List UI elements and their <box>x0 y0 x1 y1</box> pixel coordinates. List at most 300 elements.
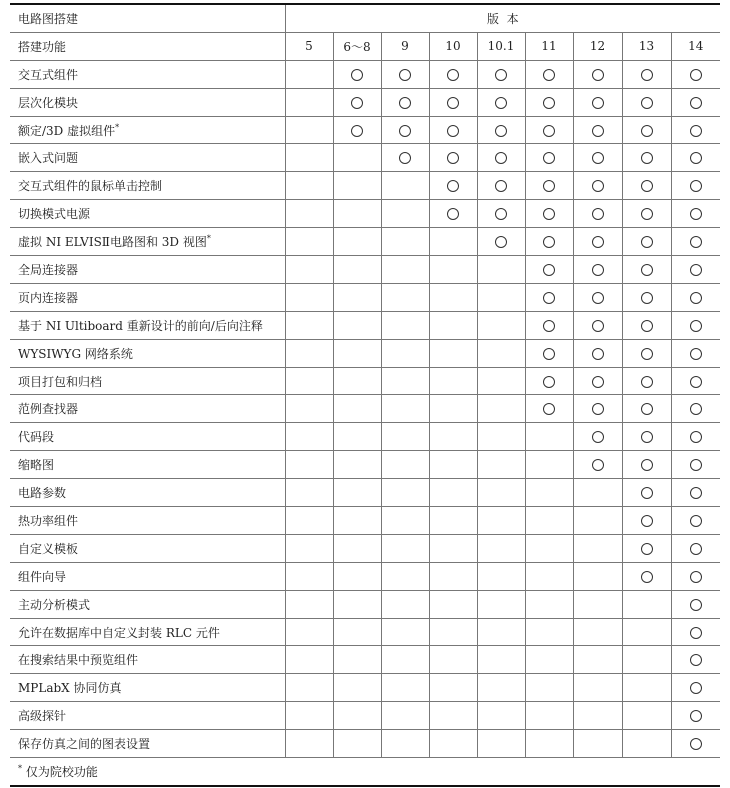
circle-icon <box>690 487 702 499</box>
version-cell <box>429 60 477 88</box>
circle-icon <box>543 348 555 360</box>
version-cell <box>381 590 429 618</box>
version-cell <box>477 256 525 284</box>
version-cell <box>525 646 573 674</box>
circle-icon <box>495 236 507 248</box>
version-cell <box>381 311 429 339</box>
circle-icon <box>592 125 604 137</box>
version-cell <box>381 339 429 367</box>
version-cell <box>622 590 671 618</box>
version-cell <box>429 283 477 311</box>
version-cell <box>573 534 622 562</box>
circle-icon <box>543 376 555 388</box>
circle-icon <box>690 682 702 694</box>
version-cell <box>525 228 573 256</box>
circle-icon <box>641 264 653 276</box>
feature-cell <box>10 172 285 200</box>
version-header-cell: 12 <box>573 32 622 60</box>
feature-cell <box>10 311 285 339</box>
feature-name: 范例查找器 <box>18 402 79 417</box>
version-cell <box>381 116 429 144</box>
circle-icon <box>641 208 653 220</box>
feature-name: 电路参数 <box>18 486 67 501</box>
circle-icon <box>543 320 555 332</box>
circle-icon <box>543 264 555 276</box>
table-row <box>10 395 720 423</box>
version-cell <box>285 228 333 256</box>
circle-icon <box>690 376 702 388</box>
feature-cell <box>10 451 285 479</box>
feature-cell <box>10 674 285 702</box>
feature-name: 在搜索结果中预览组件 <box>18 653 139 668</box>
table-row <box>10 88 720 116</box>
circle-icon <box>543 180 555 192</box>
circle-icon <box>641 459 653 471</box>
circle-icon <box>447 97 459 109</box>
version-cell <box>333 367 381 395</box>
circle-icon <box>641 403 653 415</box>
circle-icon <box>690 152 702 164</box>
version-cell <box>671 702 720 730</box>
version-header-cell: 6～8 <box>333 32 381 60</box>
version-cell <box>429 144 477 172</box>
version-cell <box>573 367 622 395</box>
version-cell <box>671 339 720 367</box>
footnote-row <box>10 758 720 786</box>
circle-icon <box>543 236 555 248</box>
circle-icon <box>543 69 555 81</box>
circle-icon <box>543 125 555 137</box>
version-cell <box>525 116 573 144</box>
version-cell <box>622 674 671 702</box>
version-cell <box>671 172 720 200</box>
version-cell <box>477 702 525 730</box>
version-cell <box>671 451 720 479</box>
version-cell <box>381 618 429 646</box>
circle-icon <box>592 403 604 415</box>
version-cell <box>381 228 429 256</box>
feature-cell <box>10 60 285 88</box>
feature-cell <box>10 144 285 172</box>
table-row <box>10 256 720 284</box>
circle-icon <box>690 69 702 81</box>
version-cell <box>477 451 525 479</box>
version-cell <box>429 479 477 507</box>
version-cell <box>285 562 333 590</box>
version-cell <box>622 395 671 423</box>
version-cell <box>671 200 720 228</box>
version-cell <box>671 534 720 562</box>
version-cell <box>573 256 622 284</box>
circle-icon <box>690 599 702 611</box>
version-cell <box>477 395 525 423</box>
version-cell <box>381 283 429 311</box>
version-cell <box>525 200 573 228</box>
version-cell <box>573 507 622 535</box>
version-cell <box>429 256 477 284</box>
version-cell <box>285 200 333 228</box>
feature-name: 交互式组件 <box>18 67 79 82</box>
version-cell <box>525 60 573 88</box>
version-cell <box>622 116 671 144</box>
circle-icon <box>399 69 411 81</box>
version-cell <box>333 283 381 311</box>
version-cell <box>333 618 381 646</box>
version-cell <box>573 423 622 451</box>
version-cell <box>285 507 333 535</box>
table-row <box>10 507 720 535</box>
feature-cell <box>10 507 285 535</box>
version-cell <box>671 395 720 423</box>
version-cell <box>622 423 671 451</box>
version-cell <box>381 534 429 562</box>
circle-icon <box>592 431 604 443</box>
version-cell <box>381 395 429 423</box>
circle-icon <box>543 208 555 220</box>
version-header-cell: 11 <box>525 32 573 60</box>
feature-cell <box>10 702 285 730</box>
version-cell <box>525 311 573 339</box>
version-cell <box>285 367 333 395</box>
feature-cell <box>10 590 285 618</box>
circle-icon <box>690 97 702 109</box>
circle-icon <box>690 236 702 248</box>
version-cell <box>333 590 381 618</box>
table-row <box>10 283 720 311</box>
version-cell <box>429 507 477 535</box>
feature-cell <box>10 88 285 116</box>
circle-icon <box>592 180 604 192</box>
circle-icon <box>641 515 653 527</box>
feature-name: 切换模式电源 <box>18 207 91 222</box>
version-cell <box>333 507 381 535</box>
table-row <box>10 423 720 451</box>
version-cell <box>381 674 429 702</box>
version-cell <box>622 88 671 116</box>
feature-cell <box>10 646 285 674</box>
version-cell <box>381 730 429 758</box>
version-cell <box>429 367 477 395</box>
version-cell <box>573 60 622 88</box>
feature-cell <box>10 423 285 451</box>
version-cell <box>573 590 622 618</box>
footnote-text: 仅为院校功能 <box>25 764 98 779</box>
version-cell <box>622 534 671 562</box>
table-row <box>10 116 720 144</box>
circle-icon <box>690 710 702 722</box>
feature-column-header: 搭建功能 <box>10 32 285 60</box>
version-cell <box>573 339 622 367</box>
version-cell <box>622 256 671 284</box>
version-cell <box>671 562 720 590</box>
circle-icon <box>592 152 604 164</box>
circle-icon <box>543 403 555 415</box>
version-cell <box>525 562 573 590</box>
circle-icon <box>641 180 653 192</box>
table-row <box>10 702 720 730</box>
version-cell <box>381 646 429 674</box>
version-cell <box>573 144 622 172</box>
version-cell <box>285 116 333 144</box>
circle-icon <box>641 236 653 248</box>
circle-icon <box>641 69 653 81</box>
circle-icon <box>641 431 653 443</box>
version-cell <box>381 423 429 451</box>
table-row <box>10 172 720 200</box>
feature-name: 页内连接器 <box>18 290 79 305</box>
feature-name: MPLabX 协同仿真 <box>18 681 122 696</box>
feature-cell <box>10 479 285 507</box>
version-cell <box>573 674 622 702</box>
table-row <box>10 730 720 758</box>
version-cell <box>333 395 381 423</box>
version-cell <box>285 256 333 284</box>
version-cell <box>573 116 622 144</box>
version-cell <box>525 88 573 116</box>
version-cell <box>622 702 671 730</box>
circle-icon <box>447 180 459 192</box>
version-cell <box>622 283 671 311</box>
version-cell <box>285 60 333 88</box>
category-label: 电路图搭建 <box>10 4 285 32</box>
feature-cell <box>10 116 285 144</box>
version-cell <box>671 618 720 646</box>
version-cell <box>429 451 477 479</box>
feature-name: 嵌入式问题 <box>18 151 79 166</box>
circle-icon <box>690 515 702 527</box>
circle-icon <box>690 459 702 471</box>
circle-icon <box>690 125 702 137</box>
version-cell <box>429 730 477 758</box>
version-cell <box>622 144 671 172</box>
feature-name: 组件向导 <box>18 569 67 584</box>
circle-icon <box>641 348 653 360</box>
feature-cell <box>10 534 285 562</box>
version-cell <box>671 646 720 674</box>
version-cell <box>622 172 671 200</box>
feature-name: 交互式组件的鼠标单击控制 <box>18 179 163 194</box>
feature-cell <box>10 618 285 646</box>
version-cell <box>573 479 622 507</box>
feature-cell <box>10 256 285 284</box>
circle-icon <box>495 152 507 164</box>
circle-icon <box>690 654 702 666</box>
version-cell <box>573 646 622 674</box>
version-cell <box>381 479 429 507</box>
footnote-marker: * <box>206 234 211 244</box>
version-cell <box>333 60 381 88</box>
version-cell <box>525 479 573 507</box>
version-cell <box>671 88 720 116</box>
version-cell <box>671 116 720 144</box>
circle-icon <box>690 208 702 220</box>
version-cell <box>429 590 477 618</box>
version-cell <box>477 283 525 311</box>
circle-icon <box>447 69 459 81</box>
circle-icon <box>495 180 507 192</box>
version-cell <box>525 395 573 423</box>
circle-icon <box>592 264 604 276</box>
circle-icon <box>690 403 702 415</box>
version-cell <box>671 507 720 535</box>
circle-icon <box>592 292 604 304</box>
circle-icon <box>351 69 363 81</box>
version-cell <box>671 311 720 339</box>
version-cell <box>477 618 525 646</box>
version-cell <box>285 590 333 618</box>
circle-icon <box>351 125 363 137</box>
circle-icon <box>641 376 653 388</box>
circle-icon <box>690 431 702 443</box>
circle-icon <box>690 543 702 555</box>
version-cell <box>333 562 381 590</box>
version-cell <box>333 228 381 256</box>
version-cell <box>671 228 720 256</box>
version-cell <box>285 423 333 451</box>
version-cell <box>333 423 381 451</box>
version-cell <box>525 534 573 562</box>
feature-name: 全局连接器 <box>18 262 79 277</box>
version-cell <box>381 507 429 535</box>
table-row <box>10 646 720 674</box>
feature-name: 虚拟 NI ELVISⅡ电路图和 3D 视图 <box>18 235 207 250</box>
version-cell <box>622 228 671 256</box>
header-row-versions <box>10 32 720 60</box>
feature-cell <box>10 339 285 367</box>
version-cell <box>285 702 333 730</box>
version-cell <box>333 646 381 674</box>
version-cell <box>285 534 333 562</box>
version-cell <box>333 200 381 228</box>
version-cell <box>477 423 525 451</box>
version-cell <box>285 144 333 172</box>
table-row <box>10 339 720 367</box>
circle-icon <box>495 208 507 220</box>
version-cell <box>525 590 573 618</box>
version-cell <box>671 283 720 311</box>
version-cell <box>477 172 525 200</box>
version-header-cell: 10.1 <box>477 32 525 60</box>
version-cell <box>333 339 381 367</box>
table-row <box>10 200 720 228</box>
circle-icon <box>447 125 459 137</box>
version-cell <box>285 646 333 674</box>
footnote <box>10 758 720 786</box>
version-cell <box>477 88 525 116</box>
circle-icon <box>592 348 604 360</box>
feature-cell <box>10 283 285 311</box>
version-cell <box>671 479 720 507</box>
version-cell <box>477 144 525 172</box>
version-cell <box>671 423 720 451</box>
version-cell <box>333 88 381 116</box>
version-cell <box>381 172 429 200</box>
version-cell <box>381 702 429 730</box>
circle-icon <box>690 264 702 276</box>
feature-cell <box>10 730 285 758</box>
table-row <box>10 311 720 339</box>
version-cell <box>429 674 477 702</box>
version-cell <box>429 172 477 200</box>
circle-icon <box>592 236 604 248</box>
version-cell <box>525 283 573 311</box>
circle-icon <box>690 180 702 192</box>
circle-icon <box>690 292 702 304</box>
table-row <box>10 367 720 395</box>
version-cell <box>381 562 429 590</box>
version-cell <box>333 479 381 507</box>
version-cell <box>525 674 573 702</box>
version-header-cell: 9 <box>381 32 429 60</box>
version-cell <box>622 646 671 674</box>
circle-icon <box>351 97 363 109</box>
circle-icon <box>399 97 411 109</box>
version-cell <box>333 451 381 479</box>
version-cell <box>525 451 573 479</box>
version-cell <box>381 144 429 172</box>
version-cell <box>477 479 525 507</box>
version-cell <box>429 395 477 423</box>
feature-cell <box>10 395 285 423</box>
feature-name: 项目打包和归档 <box>18 374 103 389</box>
version-cell <box>477 367 525 395</box>
version-cell <box>477 562 525 590</box>
table-row <box>10 228 720 256</box>
version-cell <box>573 88 622 116</box>
feature-name: 缩略图 <box>18 458 55 473</box>
version-cell <box>381 256 429 284</box>
version-cell <box>285 283 333 311</box>
version-cell <box>381 60 429 88</box>
version-cell <box>671 730 720 758</box>
version-cell <box>573 451 622 479</box>
feature-name: 高级探针 <box>18 709 67 724</box>
circle-icon <box>447 208 459 220</box>
version-cell <box>573 702 622 730</box>
version-cell <box>525 339 573 367</box>
version-cell <box>525 423 573 451</box>
table-row <box>10 618 720 646</box>
version-header-cell: 5 <box>285 32 333 60</box>
version-cell <box>477 339 525 367</box>
version-cell <box>429 228 477 256</box>
version-cell <box>671 590 720 618</box>
version-cell <box>525 702 573 730</box>
circle-icon <box>592 459 604 471</box>
feature-name: 热功率组件 <box>18 513 79 528</box>
circle-icon <box>641 97 653 109</box>
version-cell <box>333 730 381 758</box>
version-cell <box>429 618 477 646</box>
version-cell <box>573 172 622 200</box>
version-cell <box>622 479 671 507</box>
feature-cell <box>10 562 285 590</box>
circle-icon <box>641 487 653 499</box>
version-cell <box>477 507 525 535</box>
version-cell <box>573 283 622 311</box>
circle-icon <box>543 152 555 164</box>
circle-icon <box>592 97 604 109</box>
version-cell <box>573 395 622 423</box>
circle-icon <box>399 152 411 164</box>
version-cell <box>573 311 622 339</box>
feature-name: 基于 NI Ultiboard 重新设计的前向/后向注释 <box>18 318 263 333</box>
feature-cell <box>10 200 285 228</box>
version-cell <box>622 730 671 758</box>
version-cell <box>671 256 720 284</box>
version-cell <box>285 451 333 479</box>
feature-name: 允许在数据库中自定义封装 RLC 元件 <box>18 625 220 640</box>
